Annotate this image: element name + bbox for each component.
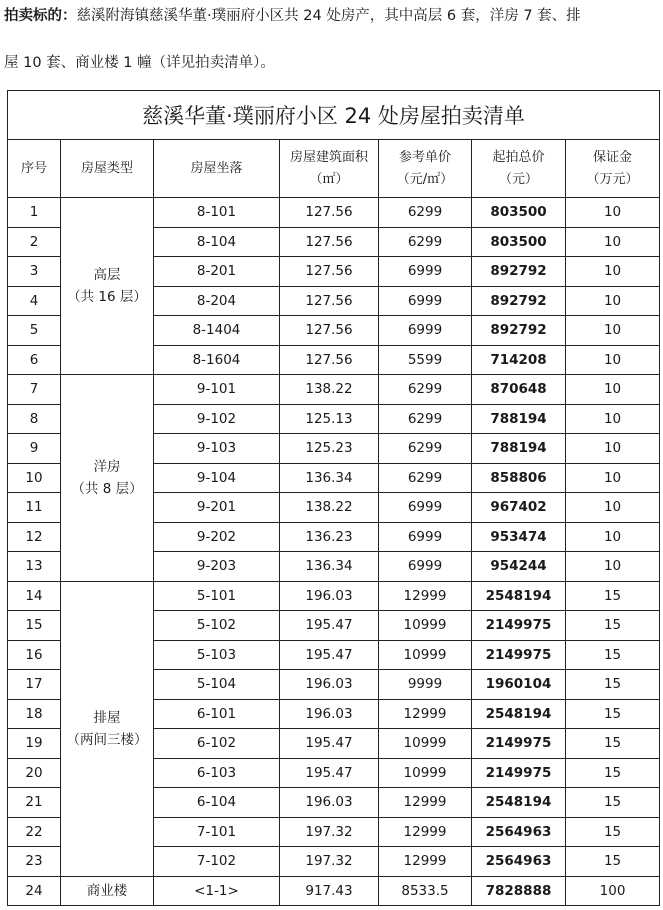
- cell-total-price: 2548194: [472, 581, 566, 611]
- header-total-line1: 起拍总价: [492, 149, 545, 165]
- cell-index: 24: [8, 876, 61, 906]
- cell-total-price: 2149975: [472, 611, 566, 641]
- intro-line-2: 屋 10 套、商业楼 1 幢（详见拍卖清单）。: [4, 55, 275, 71]
- cell-total-price: 870648: [472, 375, 566, 405]
- cell-area: 127.56: [280, 345, 379, 375]
- cell-location: <1-1>: [154, 876, 280, 906]
- cell-area: 138.22: [280, 375, 379, 405]
- cell-location: 6-102: [154, 729, 280, 759]
- table-row: [8, 581, 660, 611]
- cell-area: 127.56: [280, 316, 379, 346]
- cell-unit-price: 6999: [379, 257, 472, 287]
- cell-index: 7: [8, 375, 61, 405]
- cell-total-price: 7828888: [472, 876, 566, 906]
- cell-deposit: 10: [566, 316, 660, 346]
- cell-deposit: 100: [566, 876, 660, 906]
- cell-deposit: 10: [566, 552, 660, 582]
- cell-index: 11: [8, 493, 61, 523]
- cell-area: 197.32: [280, 847, 379, 877]
- cell-location: 8-201: [154, 257, 280, 287]
- cell-unit-price: 6999: [379, 552, 472, 582]
- cell-index: 16: [8, 640, 61, 670]
- cell-total-price: 788194: [472, 434, 566, 464]
- cell-total-price: 967402: [472, 493, 566, 523]
- cell-deposit: 10: [566, 434, 660, 464]
- cell-deposit: 15: [566, 699, 660, 729]
- cell-deposit: 10: [566, 522, 660, 552]
- cell-index: 19: [8, 729, 61, 759]
- cell-total-price: 788194: [472, 404, 566, 434]
- cell-location: 5-102: [154, 611, 280, 641]
- cell-unit-price: 12999: [379, 581, 472, 611]
- cell-index: 1: [8, 198, 61, 228]
- cell-area: 127.56: [280, 257, 379, 287]
- cell-index: 22: [8, 817, 61, 847]
- cell-location: 5-104: [154, 670, 280, 700]
- auction-list-table: [7, 90, 660, 906]
- cell-index: 23: [8, 847, 61, 877]
- cell-house-type: [61, 375, 154, 582]
- cell-total-price: 2149975: [472, 758, 566, 788]
- cell-total-price: 2149975: [472, 640, 566, 670]
- cell-location: 8-1604: [154, 345, 280, 375]
- cell-unit-price: 12999: [379, 817, 472, 847]
- cell-area: 125.13: [280, 404, 379, 434]
- cell-index: 9: [8, 434, 61, 464]
- header-deposit-line2: （万元）: [586, 171, 639, 187]
- cell-area: 917.43: [280, 876, 379, 906]
- cell-location: 9-202: [154, 522, 280, 552]
- cell-location: 8-204: [154, 286, 280, 316]
- cell-index: 8: [8, 404, 61, 434]
- header-location: 房屋坐落: [154, 140, 280, 198]
- cell-unit-price: 12999: [379, 699, 472, 729]
- header-area-line2: （㎡）: [309, 171, 349, 187]
- cell-index: 12: [8, 522, 61, 552]
- cell-location: 5-103: [154, 640, 280, 670]
- cell-area: 196.03: [280, 788, 379, 818]
- cell-index: 6: [8, 345, 61, 375]
- cell-index: 5: [8, 316, 61, 346]
- table-row: [8, 375, 660, 405]
- cell-unit-price: 6999: [379, 286, 472, 316]
- cell-deposit: 15: [566, 817, 660, 847]
- cell-deposit: 10: [566, 198, 660, 228]
- cell-location: 5-101: [154, 581, 280, 611]
- house-type-note: （两间三楼）: [66, 731, 148, 748]
- cell-index: 20: [8, 758, 61, 788]
- cell-total-price: 2548194: [472, 788, 566, 818]
- table-row: [8, 198, 660, 228]
- cell-location: 9-102: [154, 404, 280, 434]
- cell-area: 197.32: [280, 817, 379, 847]
- cell-location: 6-104: [154, 788, 280, 818]
- cell-total-price: 714208: [472, 345, 566, 375]
- cell-house-type: [61, 581, 154, 876]
- cell-unit-price: 10999: [379, 729, 472, 759]
- house-type-name: 排屋: [93, 709, 121, 726]
- cell-location: 7-101: [154, 817, 280, 847]
- cell-house-type: [61, 876, 154, 906]
- cell-deposit: 10: [566, 257, 660, 287]
- cell-deposit: 15: [566, 670, 660, 700]
- cell-unit-price: 6299: [379, 434, 472, 464]
- cell-unit-price: 8533.5: [379, 876, 472, 906]
- header-unit-price: [379, 140, 472, 198]
- cell-location: 6-103: [154, 758, 280, 788]
- cell-location: 8-101: [154, 198, 280, 228]
- cell-location: 8-1404: [154, 316, 280, 346]
- header-deposit: [566, 140, 660, 198]
- cell-deposit: 10: [566, 227, 660, 257]
- cell-total-price: 954244: [472, 552, 566, 582]
- cell-location: 9-203: [154, 552, 280, 582]
- table-row: [8, 876, 660, 906]
- header-deposit-line1: 保证金: [593, 149, 633, 165]
- cell-total-price: 803500: [472, 227, 566, 257]
- cell-index: 17: [8, 670, 61, 700]
- header-type: 房屋类型: [61, 140, 154, 198]
- cell-deposit: 10: [566, 345, 660, 375]
- cell-deposit: 15: [566, 729, 660, 759]
- cell-total-price: 1960104: [472, 670, 566, 700]
- cell-area: 195.47: [280, 758, 379, 788]
- cell-index: 14: [8, 581, 61, 611]
- cell-area: 136.34: [280, 552, 379, 582]
- cell-house-type: [61, 198, 154, 375]
- cell-deposit: 15: [566, 758, 660, 788]
- header-area-line1: 房屋建筑面积: [289, 149, 368, 165]
- intro-text-1: 慈溪附海镇慈溪华董·璞丽府小区共 24 处房产，其中高层 6 套，洋房 7 套、排: [76, 8, 581, 24]
- cell-unit-price: 10999: [379, 758, 472, 788]
- cell-index: 2: [8, 227, 61, 257]
- cell-total-price: 2564963: [472, 847, 566, 877]
- cell-total-price: 892792: [472, 257, 566, 287]
- cell-total-price: 953474: [472, 522, 566, 552]
- cell-index: 21: [8, 788, 61, 818]
- cell-unit-price: 6299: [379, 463, 472, 493]
- cell-location: 7-102: [154, 847, 280, 877]
- cell-deposit: 15: [566, 640, 660, 670]
- header-index: 序号: [8, 140, 61, 198]
- cell-deposit: 10: [566, 404, 660, 434]
- intro-line-1: [4, 2, 581, 30]
- cell-location: 9-201: [154, 493, 280, 523]
- header-total: [472, 140, 566, 198]
- cell-deposit: 15: [566, 788, 660, 818]
- cell-area: 196.03: [280, 699, 379, 729]
- cell-total-price: 2548194: [472, 699, 566, 729]
- cell-unit-price: 10999: [379, 640, 472, 670]
- cell-area: 127.56: [280, 198, 379, 228]
- header-area: [280, 140, 379, 198]
- cell-location: 9-104: [154, 463, 280, 493]
- cell-index: 10: [8, 463, 61, 493]
- cell-total-price: 858806: [472, 463, 566, 493]
- cell-unit-price: 6999: [379, 316, 472, 346]
- cell-area: 127.56: [280, 286, 379, 316]
- header-unit-price-line1: 参考单价: [398, 149, 451, 165]
- cell-deposit: 10: [566, 493, 660, 523]
- cell-unit-price: 5599: [379, 345, 472, 375]
- cell-area: 196.03: [280, 670, 379, 700]
- cell-area: 125.23: [280, 434, 379, 464]
- cell-deposit: 10: [566, 375, 660, 405]
- cell-unit-price: 10999: [379, 611, 472, 641]
- cell-area: 196.03: [280, 581, 379, 611]
- cell-total-price: 892792: [472, 286, 566, 316]
- cell-deposit: 10: [566, 463, 660, 493]
- cell-index: 18: [8, 699, 61, 729]
- cell-area: 127.56: [280, 227, 379, 257]
- cell-location: 9-101: [154, 375, 280, 405]
- cell-unit-price: 12999: [379, 788, 472, 818]
- house-type-note: （共 8 层）: [71, 480, 143, 497]
- cell-deposit: 10: [566, 286, 660, 316]
- cell-index: 4: [8, 286, 61, 316]
- house-type-name: 高层: [93, 267, 121, 283]
- intro-label: 拍卖标的：: [4, 8, 77, 24]
- cell-area: 138.22: [280, 493, 379, 523]
- cell-location: 9-103: [154, 434, 280, 464]
- cell-total-price: 803500: [472, 198, 566, 228]
- cell-total-price: 892792: [472, 316, 566, 346]
- cell-unit-price: 6999: [379, 493, 472, 523]
- header-row: [8, 140, 660, 198]
- header-total-line2: （元）: [498, 171, 538, 187]
- cell-index: 15: [8, 611, 61, 641]
- cell-unit-price: 6299: [379, 375, 472, 405]
- cell-area: 195.47: [280, 729, 379, 759]
- cell-unit-price: 6299: [379, 198, 472, 228]
- house-type-name: 洋房: [93, 458, 121, 475]
- cell-unit-price: 12999: [379, 847, 472, 877]
- cell-index: 3: [8, 257, 61, 287]
- cell-deposit: 15: [566, 847, 660, 877]
- cell-area: 136.23: [280, 522, 379, 552]
- header-unit-price-line2: （元/㎡）: [396, 171, 454, 187]
- cell-area: 195.47: [280, 640, 379, 670]
- house-type-name: 商业楼: [86, 882, 128, 899]
- cell-deposit: 15: [566, 581, 660, 611]
- cell-total-price: 2149975: [472, 729, 566, 759]
- cell-location: 6-101: [154, 699, 280, 729]
- cell-unit-price: 6299: [379, 227, 472, 257]
- cell-unit-price: 6999: [379, 522, 472, 552]
- cell-index: 13: [8, 552, 61, 582]
- table-title: 慈溪华董·璞丽府小区 24 处房屋拍卖清单: [8, 91, 660, 140]
- cell-total-price: 2564963: [472, 817, 566, 847]
- cell-unit-price: 6299: [379, 404, 472, 434]
- cell-area: 136.34: [280, 463, 379, 493]
- cell-unit-price: 9999: [379, 670, 472, 700]
- cell-area: 195.47: [280, 611, 379, 641]
- cell-location: 8-104: [154, 227, 280, 257]
- cell-deposit: 15: [566, 611, 660, 641]
- house-type-note: （共 16 层）: [67, 289, 147, 305]
